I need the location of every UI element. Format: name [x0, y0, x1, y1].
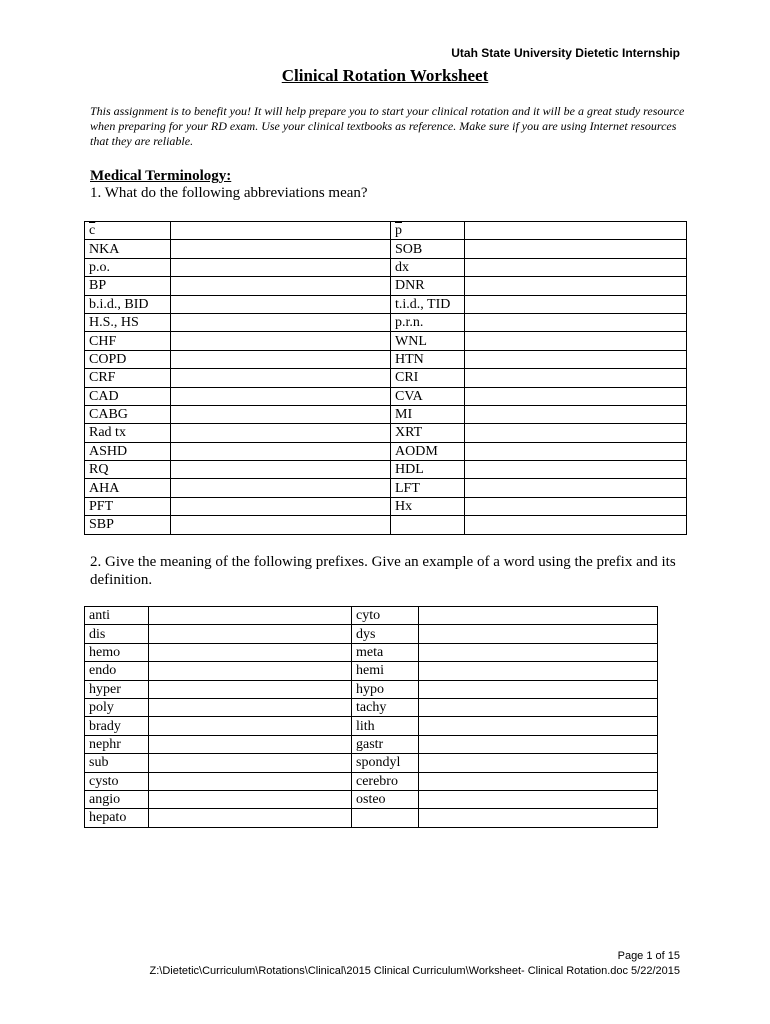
table-row	[85, 809, 658, 827]
document-title: Clinical Rotation Worksheet	[281, 66, 489, 85]
answer-cell[interactable]	[149, 698, 352, 716]
section-heading-medical-terminology: Medical Terminology:	[90, 168, 232, 184]
answer-cell[interactable]	[419, 735, 658, 753]
answer-cell[interactable]	[171, 295, 391, 313]
term-cell: COPD	[85, 350, 171, 368]
table-row	[85, 662, 658, 680]
answer-cell[interactable]	[465, 332, 687, 350]
term-cell: cysto	[85, 772, 149, 790]
answer-cell[interactable]	[149, 717, 352, 735]
answer-cell[interactable]	[465, 442, 687, 460]
answer-cell[interactable]	[419, 790, 658, 808]
answer-cell[interactable]	[465, 240, 687, 258]
term-cell: cyto	[352, 607, 419, 625]
table-row	[85, 442, 687, 460]
table-row	[85, 350, 687, 368]
answer-cell[interactable]	[171, 497, 391, 515]
abbreviations-table	[84, 221, 687, 535]
term-cell: angio	[85, 790, 149, 808]
table-row	[85, 405, 687, 423]
answer-cell[interactable]	[419, 772, 658, 790]
term-cell: LFT	[391, 479, 465, 497]
term-cell: BP	[85, 277, 171, 295]
term-cell	[391, 516, 465, 534]
table-row	[85, 387, 687, 405]
term-cell: ASHD	[85, 442, 171, 460]
term-cell: hypo	[352, 680, 419, 698]
table-row	[85, 313, 687, 331]
answer-cell[interactable]	[465, 222, 687, 240]
term-cell: cerebro	[352, 772, 419, 790]
table-row	[85, 497, 687, 515]
term-cell: t.i.d., TID	[391, 295, 465, 313]
answer-cell[interactable]	[171, 424, 391, 442]
answer-cell[interactable]	[465, 424, 687, 442]
table-row	[85, 277, 687, 295]
table-row	[85, 607, 658, 625]
answer-cell[interactable]	[171, 332, 391, 350]
term-cell: $\overline{c}$	[85, 222, 171, 240]
term-cell: AHA	[85, 479, 171, 497]
term-cell: p.o.	[85, 258, 171, 276]
term-cell: lith	[352, 717, 419, 735]
term-cell: poly	[85, 698, 149, 716]
answer-cell[interactable]	[149, 625, 352, 643]
answer-cell[interactable]	[149, 643, 352, 661]
table-row	[85, 369, 687, 387]
table-row	[85, 424, 687, 442]
answer-cell[interactable]	[419, 809, 658, 827]
term-cell: dx	[391, 258, 465, 276]
answer-cell[interactable]	[419, 717, 658, 735]
term-cell: CABG	[85, 405, 171, 423]
answer-cell[interactable]	[149, 680, 352, 698]
table-row	[85, 735, 658, 753]
answer-cell[interactable]	[419, 698, 658, 716]
table-row	[85, 222, 687, 240]
term-cell: meta	[352, 643, 419, 661]
term-cell: HDL	[391, 461, 465, 479]
answer-cell[interactable]	[149, 772, 352, 790]
term-cell: HTN	[391, 350, 465, 368]
table-row	[85, 754, 658, 772]
table-row	[85, 461, 687, 479]
table-row	[85, 698, 658, 716]
term-cell: DNR	[391, 277, 465, 295]
table-row	[85, 717, 658, 735]
term-cell: MI	[391, 405, 465, 423]
term-cell: Rad tx	[85, 424, 171, 442]
answer-cell[interactable]	[171, 350, 391, 368]
answer-cell[interactable]	[465, 405, 687, 423]
answer-cell[interactable]	[171, 258, 391, 276]
table-row	[85, 790, 658, 808]
footer-file-path: Z:\Dietetic\Curriculum\Rotations\Clinical\2015 Clinical Curriculum\Worksheet- Clinical Rotation.doc 5/22/2015	[149, 965, 680, 977]
answer-cell[interactable]	[465, 295, 687, 313]
answer-cell[interactable]	[465, 258, 687, 276]
term-cell: dys	[352, 625, 419, 643]
term-cell: nephr	[85, 735, 149, 753]
term-cell: p.r.n.	[391, 313, 465, 331]
intro-paragraph: This assignment is to benefit you! It will help prepare you to start your clinical rotation and it will be a great study resource when preparing for your RD exam. Use your clinical textbooks as reference. Make sure if you are using Internet resources that they are reliable.	[90, 104, 685, 148]
term-cell: osteo	[352, 790, 419, 808]
term-cell	[352, 809, 419, 827]
term-cell: brady	[85, 717, 149, 735]
answer-cell[interactable]	[465, 479, 687, 497]
term-cell: gastr	[352, 735, 419, 753]
table-row	[85, 643, 658, 661]
answer-cell[interactable]	[419, 607, 658, 625]
table-row	[85, 240, 687, 258]
term-cell: AODM	[391, 442, 465, 460]
question-1: 1. What do the following abbreviations mean?	[90, 185, 368, 201]
answer-cell[interactable]	[465, 369, 687, 387]
term-cell: NKA	[85, 240, 171, 258]
answer-cell[interactable]	[465, 350, 687, 368]
answer-cell[interactable]	[419, 643, 658, 661]
term-cell: WNL	[391, 332, 465, 350]
term-cell: endo	[85, 662, 149, 680]
answer-cell[interactable]	[149, 809, 352, 827]
answer-cell[interactable]	[171, 516, 391, 534]
term-cell: spondyl	[352, 754, 419, 772]
term-cell: XRT	[391, 424, 465, 442]
term-cell: hyper	[85, 680, 149, 698]
term-cell: dis	[85, 625, 149, 643]
table-row	[85, 258, 687, 276]
table-row	[85, 516, 687, 534]
question-2: 2. Give the meaning of the following prefixes. Give an example of a word using the prefix and its definition.	[90, 554, 676, 588]
answer-cell[interactable]	[465, 497, 687, 515]
term-cell: $\overline{p}$	[391, 222, 465, 240]
term-cell: RQ	[85, 461, 171, 479]
answer-cell[interactable]	[419, 625, 658, 643]
term-cell: SBP	[85, 516, 171, 534]
term-cell: hepato	[85, 809, 149, 827]
answer-cell[interactable]	[465, 461, 687, 479]
term-cell: CRI	[391, 369, 465, 387]
answer-cell[interactable]	[419, 662, 658, 680]
table-row	[85, 295, 687, 313]
table-row	[85, 772, 658, 790]
answer-cell[interactable]	[171, 442, 391, 460]
table-row	[85, 680, 658, 698]
answer-cell[interactable]	[171, 479, 391, 497]
term-cell: hemo	[85, 643, 149, 661]
answer-cell[interactable]	[149, 735, 352, 753]
term-cell: SOB	[391, 240, 465, 258]
term-cell: CHF	[85, 332, 171, 350]
table-row	[85, 479, 687, 497]
answer-cell[interactable]	[465, 516, 687, 534]
prefixes-table	[84, 606, 658, 828]
answer-cell[interactable]	[171, 222, 391, 240]
term-cell: Hx	[391, 497, 465, 515]
table-row	[85, 332, 687, 350]
term-cell: H.S., HS	[85, 313, 171, 331]
table-row	[85, 625, 658, 643]
term-cell: CRF	[85, 369, 171, 387]
answer-cell[interactable]	[171, 387, 391, 405]
answer-cell[interactable]	[465, 277, 687, 295]
answer-cell[interactable]	[171, 461, 391, 479]
term-cell: CAD	[85, 387, 171, 405]
term-cell: tachy	[352, 698, 419, 716]
term-cell: sub	[85, 754, 149, 772]
answer-cell[interactable]	[465, 313, 687, 331]
answer-cell[interactable]	[171, 313, 391, 331]
answer-cell[interactable]	[171, 277, 391, 295]
answer-cell[interactable]	[419, 680, 658, 698]
answer-cell[interactable]	[171, 369, 391, 387]
term-cell: b.i.d., BID	[85, 295, 171, 313]
term-cell: hemi	[352, 662, 419, 680]
answer-cell[interactable]	[171, 240, 391, 258]
term-cell: CVA	[391, 387, 465, 405]
answer-cell[interactable]	[149, 754, 352, 772]
answer-cell[interactable]	[171, 405, 391, 423]
footer-page-number: Page 1 of 15	[617, 950, 680, 962]
answer-cell[interactable]	[149, 790, 352, 808]
answer-cell[interactable]	[149, 607, 352, 625]
answer-cell[interactable]	[465, 387, 687, 405]
term-cell: PFT	[85, 497, 171, 515]
header-organization: Utah State University Dietetic Internship	[451, 46, 680, 60]
answer-cell[interactable]	[419, 754, 658, 772]
term-cell: anti	[85, 607, 149, 625]
answer-cell[interactable]	[149, 662, 352, 680]
